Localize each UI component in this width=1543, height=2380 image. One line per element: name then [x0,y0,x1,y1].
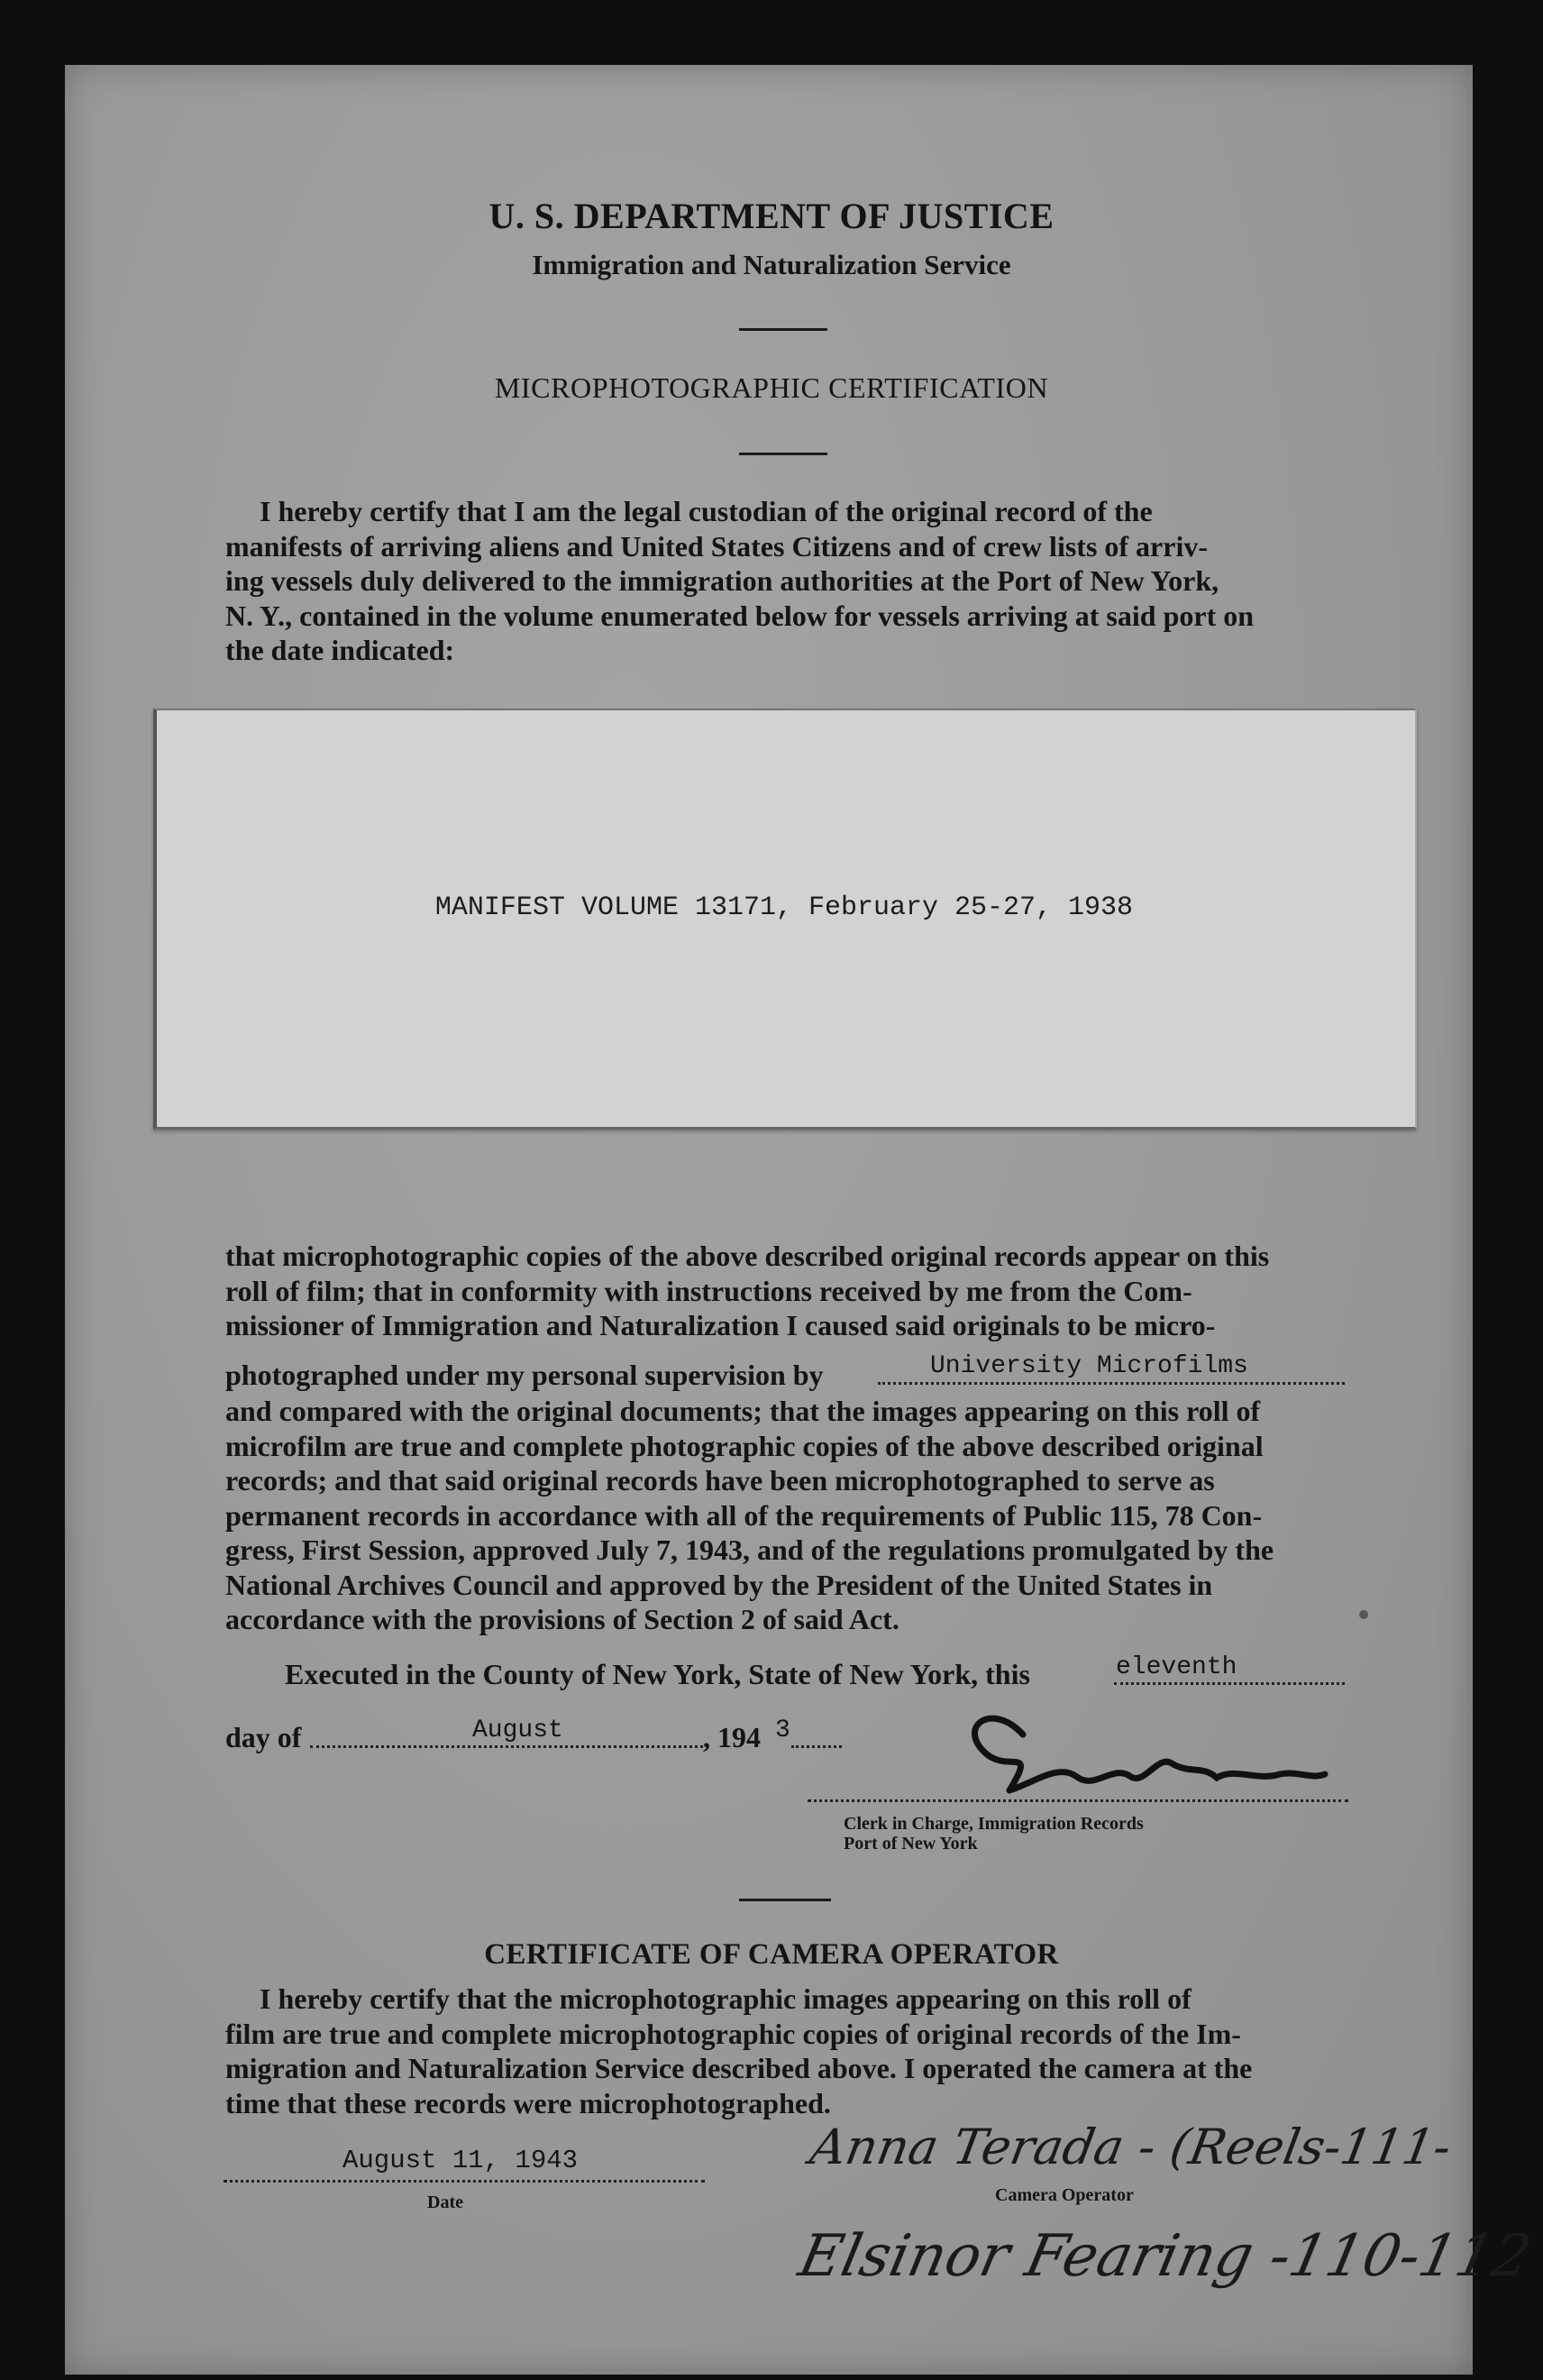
camera-operator-signature: Anna Terada - (Reels-111- [806,2119,1456,2175]
month-dotted-line [310,1745,703,1748]
executed-line [285,1657,1030,1692]
body-line: and compared with the original documents; that the images appearing on this roll of [225,1395,1261,1427]
service-subtitle: Immigration and Naturalization Service [532,249,1011,280]
supervision-value: University Microfilms [930,1352,1248,1380]
certification-title: MICROPHOTOGRAPHIC CERTIFICATION [494,371,1049,404]
body-line: microfilm are true and complete photographic copies of the above described original [225,1429,1264,1462]
intro-line: N. Y., contained in the volume enumerated below for vessels arriving at said port on [225,599,1255,632]
clerk-signature-text [0,0,1,1]
intro-line: ing vessels duly delivered to the immigration authorities at the Port of New York, [225,564,1219,597]
second-signature: Elsinor Fearing -110-112 [793,2223,1538,2290]
body-line: gress, First Session, approved July 7, 1943, and of the regulations promulgated by the [225,1533,1274,1566]
body-line: roll of film; that in conformity with instructions received by me from the Com- [225,1274,1192,1307]
body-line: records; and that said original records have been microphotographed to serve as [225,1464,1215,1497]
month-value: August [472,1716,563,1744]
header-divider [739,328,827,331]
year-dotted-line [791,1745,842,1748]
intro-line: I hereby certify that I am the legal custodian of the original record of the [260,495,1153,527]
camera-date-value: August 11, 1943 [342,2146,579,2175]
camera-operator-label: Camera Operator [995,2185,1134,2205]
body-line: National Archives Council and approved by the President of the United States in [225,1568,1213,1601]
intro-paragraph [225,494,1345,668]
clerk-title: Clerk in Charge, Immigration Records [844,1814,1144,1834]
camera-divider [739,1899,831,1901]
department-title: U. S. DEPARTMENT OF JUSTICE [488,196,1055,236]
clerk-location: Port of New York [844,1834,978,1854]
camera-date-label: Date [427,2192,463,2212]
clerk-signature-mark [901,1691,1352,1808]
body-line: missioner of Immigration and Naturalization I caused said originals to be micro- [225,1309,1216,1341]
body-paragraph-continued [225,1394,1345,1637]
executed-day-dotted-line [1114,1682,1345,1685]
intro-line: manifests of arriving aliens and United States Citizens and of crew lists of arriv- [225,529,1208,563]
camera-line: film are true and complete microphotographic copies of original records of the Im- [225,2017,1241,2050]
body-paragraph [225,1239,1345,1343]
supervision-dotted-line [878,1382,1345,1385]
clerk-signature-line [808,1799,1348,1802]
camera-line: time that these records were microphotographed. [225,2086,831,2119]
camera-line: migration and Naturalization Service described above. I operated the camera at the [225,2052,1253,2084]
title-divider [739,453,827,455]
ink-speck [1359,1610,1368,1619]
body-line: permanent records in accordance with all of the requirements of Public 115, 78 Con- [225,1498,1263,1532]
year-digit: 3 [775,1716,790,1744]
day-of-label: day of [225,1721,302,1753]
year-prefix: , 194 [703,1721,761,1753]
camera-line: I hereby certify that the microphotographic images appearing on this roll of [260,1982,1191,2015]
camera-paragraph [225,1982,1347,2120]
intro-line: the date indicated: [225,634,455,666]
manifest-volume: MANIFEST VOLUME 13171, February 25-27, 1938 [434,892,1134,923]
camera-certificate-title: CERTIFICATE OF CAMERA OPERATOR [484,1938,1059,1971]
supervision-prefix: photographed under my personal supervision by [225,1359,824,1391]
camera-date-line [224,2180,705,2183]
executed-prefix: Executed in the County of New York, State of New York, this [285,1658,1030,1690]
executed-day-value: eleventh [1116,1653,1237,1681]
body-line: accordance with the provisions of Section 2 of said Act. [225,1603,899,1635]
body-line: that microphotographic copies of the above described original records appear on this [225,1240,1270,1272]
